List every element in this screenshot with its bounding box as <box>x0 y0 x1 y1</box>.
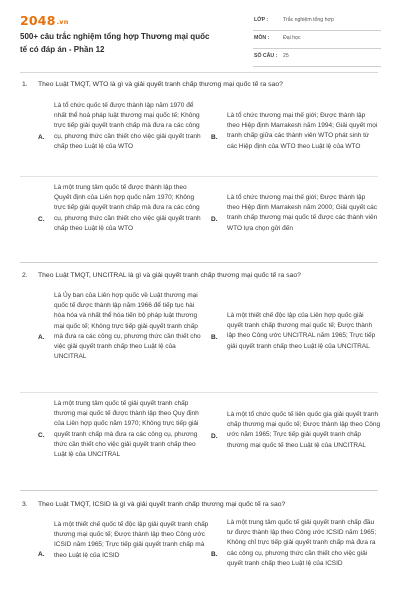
info-label: LỚP : <box>254 17 269 23</box>
option-text: Là Ủy ban của Liên hợp quốc về Luật thương mại quốc tế được thành lập năm 1966 để tiếp tục hài hòa hóa và nhất thể hóa tiến bộ pháp luật thương mại quốc tế; Không trực tiếp giải quyết tranh chấp mà đưa ra các công cụ, phương thức cần thiết cho việc giải quyết tranh chấp theo Luật lệ của UNCITRAL <box>54 292 201 361</box>
question-1 <box>20 81 380 95</box>
option-letter: D. <box>211 433 218 440</box>
info-row-count <box>253 50 381 67</box>
document-info <box>253 14 381 67</box>
option-text: Là một trung tâm quốc tế được thành lập theo Quyết định của Liên hợp quốc năm 1970; Không trực tiếp giải quyết tranh chấp mà đưa ra các công cụ, phương thức cần thiết cho việc giải quyết tranh chấp theo Luật lệ của WTO <box>54 184 201 232</box>
option-text: Là một thiết chế độc lập của Liên hợp quốc giải quyết tranh chấp thương mại quốc tế; Được thành lập theo Công ước UNCITRAL năm 1965; Trực tiếp giải quyết tranh chấp theo Luật lệ của UNCITRAL <box>227 312 376 350</box>
option-letter: A. <box>38 134 45 141</box>
logo-suffix: .vn <box>56 18 69 26</box>
info-row-subject <box>253 32 381 49</box>
question-3 <box>20 501 380 515</box>
site-logo[interactable] <box>20 13 69 28</box>
document-title: 500+ câu trắc nghiệm tổng hợp Thương mại quốc tế có đáp án - Phần 12 <box>20 32 210 54</box>
question-text: Theo Luật TMQT, ICSID là gì và giải quyết tranh chấp thương mại quốc tế ra sao? <box>38 501 286 508</box>
option-text: Là một trung tâm quốc tế giải quyết tranh chấp đầu tư được thành lập theo Công ước ICSID năm 1965; Không chỉ trực tiếp giải quyết tranh chấp mà đưa ra các công cụ, phương thức cần thiết cho việc giải quyết tranh chấp theo Luật lệ của ICSID <box>227 519 377 567</box>
header-divider <box>20 72 378 73</box>
question-text: Theo Luật TMQT, UNCITRAL là gì và giải quyết tranh chấp thương mại quốc tế ra sao? <box>38 272 301 279</box>
option-letter: C. <box>38 432 45 439</box>
option-divider <box>20 176 378 177</box>
info-value: Đại học <box>283 35 301 41</box>
option-letter: C. <box>38 216 45 223</box>
info-value: Trắc nghiệm tổng hợp <box>283 17 334 23</box>
option-divider <box>20 392 378 393</box>
logo-main: 2048 <box>20 13 56 28</box>
option-letter: B. <box>211 551 218 558</box>
option-letter: B. <box>211 334 218 341</box>
question-stem <box>20 501 380 515</box>
question-stem <box>20 272 380 286</box>
option-letter: D. <box>211 216 218 223</box>
option-text: Là tổ chức thương mại thế giới; Được thành lập theo Hiệp định Marrakesh năm 2000; Giải quyết các tranh chấp thương mại quốc tế được các thành viên WTO lựa chọn gửi đến <box>227 194 378 232</box>
question-2 <box>20 272 380 286</box>
question-stem <box>20 81 380 95</box>
question-number: 3. <box>22 501 28 508</box>
option-text: Là một tổ chức quốc tế liên quốc gia giải quyết tranh chấp thương mại quốc tế; Được thành lập theo Công ước năm 1965; Trực tiếp giải quyết tranh chấp thương mại quốc tế theo Luật lệ của UNCITRAL <box>227 411 381 449</box>
info-value: 25 <box>283 53 289 59</box>
option-letter: A. <box>38 551 45 558</box>
option-text: Là một thiết chế quốc tế độc lập giải quyết tranh chấp thương mại quốc tế; Được thành lập theo Công ước ICSID năm 1965; Trực tiếp giải quyết tranh chấp mà theo Luật lệ của ICSID <box>54 521 209 559</box>
option-text: Là tổ chức thương mại thế giới; Được thành lập theo Hiệp định Marrakesh năm 1994; Giải quyết mọi tranh chấp giữa các thành viên WTO phát sinh từ các Hiệp định của WTO theo Luật lệ của WTO <box>227 112 378 150</box>
question-number: 1. <box>22 81 28 88</box>
info-label: MÔN : <box>254 35 270 41</box>
option-letter: A. <box>38 334 45 341</box>
info-row-class <box>253 14 381 31</box>
question-number: 2. <box>22 272 28 279</box>
option-letter: B. <box>211 134 218 141</box>
question-divider <box>20 490 378 491</box>
option-text: Là một trung tâm quốc tế giải quyết tranh chấp thương mại quốc tế được thành lập theo Quy định của Liên hợp quốc năm 1970; Không trực tiếp giải quyết tranh chấp mà đưa ra các công cụ, phương thức cần thiết cho việc giải quyết tranh chấp theo Luật lệ của UNCITRAL <box>54 400 199 459</box>
page-header <box>0 0 400 82</box>
option-text: Là tổ chức quốc tế được thành lập năm 1970 để nhất thể hoá pháp luật thương mại quốc tế; Không trực tiếp giải quyết tranh chấp mà đưa ra các công cụ, phương thức cần thiết cho việc giải quyết tranh chấp theo Luật lệ của WTO <box>54 102 201 150</box>
info-label: SỐ CÂU : <box>254 53 278 59</box>
question-text: Theo Luật TMQT, WTO là gì và giải quyết tranh chấp thương mại quốc tế ra sao? <box>38 81 283 88</box>
question-divider <box>20 262 378 263</box>
